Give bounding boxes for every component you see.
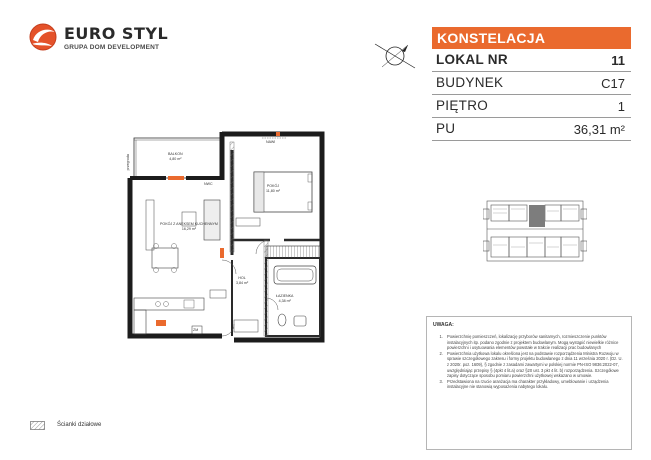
hatch-swatch-icon bbox=[30, 421, 45, 430]
project-title: KONSTELACJA bbox=[432, 27, 631, 49]
legend-label: Ścianki działowe bbox=[57, 422, 102, 428]
info-value: 36,31 m² bbox=[573, 122, 625, 137]
note-item: 1. Powierzchnię pomieszczeń, lokalizację przyborów sanitarnych, rozmieszczenie punktów instalacyjnych itp. podano zgodnie z projektem budowlanym. Mogą wystąpić niewielkie różnice powierzchni i usytuowania elementów powstałe w trakcie realizacji prac budowlanych bbox=[444, 334, 625, 351]
info-label: PU bbox=[436, 121, 456, 136]
note-item: 2. Powierzchnia użytkowa lokalu określona jest na podstawie rozporządzenia Ministra Rozwoju w sprawie szczegółowego zakresu i formy projektu budowlanego z dnia 11 września 2020 r. (Dz. U. z 2020r. poz. 1609), § zgodnie z zasadami zawartymi w polskiej normie PN-ISO 9836:2022-07, uwzględniając przepisy § (4pkt 4 lit.a) oraz §20 ust. 3 pkt 4 lit. b) rozporządzenia. Szczegółowe zapisy dotyczące sposobu pomiaru powierzchni użytkowej wskazano w umowie. bbox=[444, 351, 625, 379]
euro-styl-logo-icon bbox=[28, 22, 58, 52]
info-label: BUDYNEK bbox=[436, 75, 504, 90]
room-label-balcony bbox=[168, 152, 183, 161]
info-label: LOKAL NR bbox=[436, 52, 508, 67]
north-arrow-icon bbox=[372, 40, 418, 72]
info-value: C17 bbox=[601, 76, 625, 91]
room-area: 11,80 m² bbox=[266, 188, 280, 193]
marker-zm: ZM bbox=[193, 328, 199, 332]
marker-przegroda: przegroda bbox=[125, 154, 130, 171]
room-name: HOL bbox=[238, 276, 246, 280]
notes-list bbox=[433, 334, 625, 390]
room-name: POKÓJ Z ANEKSEM KUCHENNYM bbox=[160, 222, 218, 226]
highlighted-unit bbox=[529, 205, 545, 227]
room-name: POKÓJ bbox=[266, 184, 280, 188]
floor-plan bbox=[126, 130, 330, 344]
room-label-bedroom bbox=[266, 184, 280, 193]
room-area: 4,80 m² bbox=[169, 156, 182, 161]
room-area: 16,29 m² bbox=[181, 226, 197, 231]
brand-subtitle: GRUPA DOM DEVELOPMENT bbox=[64, 44, 160, 51]
brand-logo bbox=[28, 22, 188, 56]
legend bbox=[30, 421, 150, 433]
marker-nwc: NWC bbox=[204, 182, 213, 186]
info-value: 11 bbox=[611, 53, 625, 68]
info-row-area bbox=[432, 118, 631, 141]
notes-title: UWAGA: bbox=[433, 322, 454, 328]
room-name: BALKON bbox=[168, 152, 183, 156]
info-row-building bbox=[432, 72, 631, 95]
brand-name: EURO STYL bbox=[64, 24, 169, 43]
notes-box bbox=[426, 316, 632, 450]
room-area: 3,84 m² bbox=[236, 280, 249, 285]
room-label-bathroom bbox=[276, 294, 293, 303]
marker-nawi: NAWI bbox=[266, 140, 276, 144]
info-value: 1 bbox=[617, 99, 625, 114]
room-label-living-kitchen bbox=[160, 222, 218, 231]
building-key-plan bbox=[483, 197, 587, 265]
info-row-floor bbox=[432, 95, 631, 118]
note-item: 3. Przedstawiona na rzucie aranżacja ma charakter przykładowy, umeblowanie i urządzenia instalacyjne nie stanowią wyposażenia nabytego lokalu. bbox=[444, 379, 625, 390]
apartment-info-panel bbox=[432, 27, 631, 141]
floor-plan-drawing bbox=[126, 130, 330, 344]
room-name: ŁAZIENKA bbox=[276, 294, 294, 298]
info-label: PIĘTRO bbox=[436, 98, 489, 113]
info-row-unit bbox=[432, 49, 631, 72]
room-area: 4,38 m² bbox=[278, 298, 291, 303]
room-label-hall bbox=[236, 276, 248, 285]
